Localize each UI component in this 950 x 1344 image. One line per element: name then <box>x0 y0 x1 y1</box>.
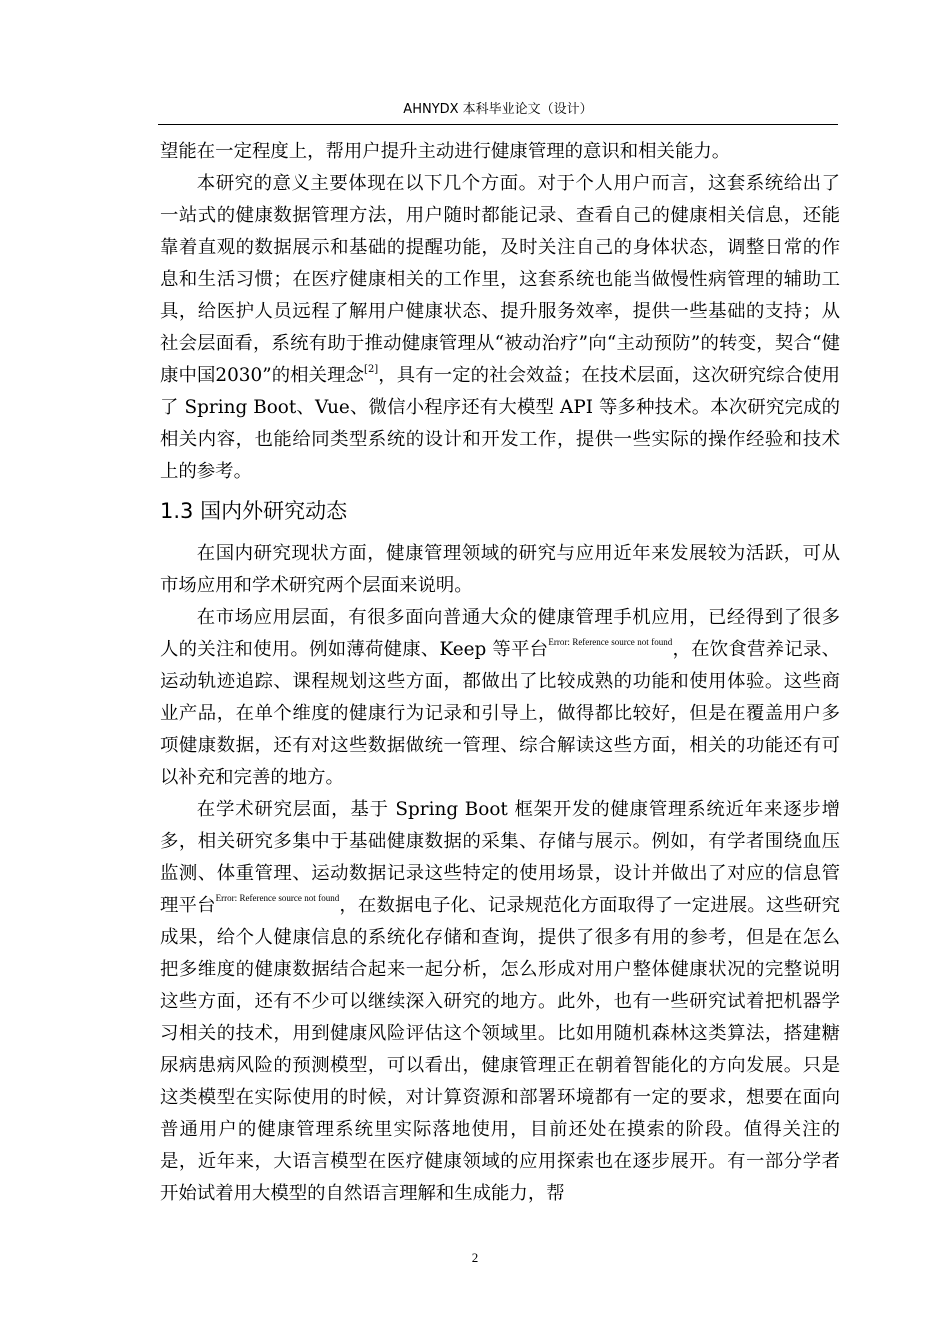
paragraph-text: 本研究的意义主要体现在以下几个方面。对于个人用户而言，这套系统给出了一站式的健康数据管理方法，用户随时都能记录、查看自己的健康相关信息，还能靠着直观的数据展示和基础的提醒功能，及时关注自己的身体状态，调整日常的作息和生活习惯；在医疗健康相关的工作里，这套系统也能当做慢性病管理的辅助工具，给医护人员远程了解用户健康状态、提升服务效率，提供一些基础的支持；从社会层面看，系统有助于推动健康管理从“被动治疗”向“主动预防”的转变，契合“健康中国2030”的相关理念 <box>160 173 840 386</box>
paragraph-significance <box>160 168 840 488</box>
page-number: 2 <box>471 1250 479 1265</box>
paragraph-text: 在学术研究层面，基于 Spring Boot 框架开发的健康管理系统近年来逐步增多，相关研究多集中于基础健康数据的采集、存储与展示。例如，有学者围绕血压监测、体重管理、运动数据记录这些特定的使用场景，设计并做出了对应的信息管理平台 <box>160 799 840 916</box>
paragraph-market-applications <box>160 602 840 794</box>
header-rule <box>158 124 838 125</box>
citation-error-marker: Error: Reference source not found <box>548 636 673 647</box>
citation-marker: [2] <box>364 363 379 375</box>
citation-error-marker: Error: Reference source not found <box>215 892 340 903</box>
paragraph-continuation: 望能在一定程度上，帮用户提升主动进行健康管理的意识和相关能力。 <box>160 141 731 162</box>
paragraph-text: ，在饮食营养记录、运动轨迹追踪、课程规划这些方面，都做出了比较成熟的功能和使用体验。这些商业产品，在单个维度的健康行为记录和引导上，做得都比较好，但是在覆盖用户多项健康数据，还有对这些数据做统一管理、综合解读这些方面，相关的功能还有可以补充和完善的地方。 <box>160 639 840 788</box>
paragraph-academic-research <box>160 794 840 1210</box>
section-heading: 1.3 国内外研究动态 <box>160 499 348 523</box>
paragraph-domestic-overview: 在国内研究现状方面，健康管理领域的研究与应用近年来发展较为活跃，可从市场应用和学术研究两个层面来说明。 <box>160 543 840 596</box>
paragraph-text: ，具有一定的社会效益；在技术层面，这次研究综合使用了 Spring Boot、Vue、微信小程序还有大模型 API 等多种技术。本次研究完成的相关内容，也能给同类型系统的设计和开发工作，提供一些实际的操作经验和技术上的参考。 <box>160 365 840 482</box>
paragraph-text: ，在数据电子化、记录规范化方面取得了一定进展。这些研究成果，给个人健康信息的系统化存储和查询，提供了很多有用的参考，但是在怎么把多维度的健康数据结合起来一起分析，怎么形成对用户整体健康状况的完整说明这些方面，还有不少可以继续深入研究的地方。此外，也有一些研究试着把机器学习相关的技术，用到健康风险评估这个领域里。比如用随机森林这类算法，搭建糖尿病患病风险的预测模型，可以看出，健康管理正在朝着智能化的方向发展。只是这类模型在实际使用的时候，对计算资源和部署环境都有一定的要求，想要在面向普通用户的健康管理系统里实际落地使用，目前还处在摸索的阶段。值得关注的是，近年来，大语言模型在医疗健康领域的应用探索也在逐步展开。有一部分学者开始试着用大模型的自然语言理解和生成能力，帮 <box>160 895 840 1204</box>
paragraph-text: 在市场应用层面，有很多面向普通大众的健康管理手机应用，已经得到了很多人的关注和使用。例如薄荷健康、Keep 等平台 <box>160 607 840 660</box>
running-header: AHNYDX 本科毕业论文（设计） <box>403 102 593 117</box>
body-text <box>160 136 840 1210</box>
